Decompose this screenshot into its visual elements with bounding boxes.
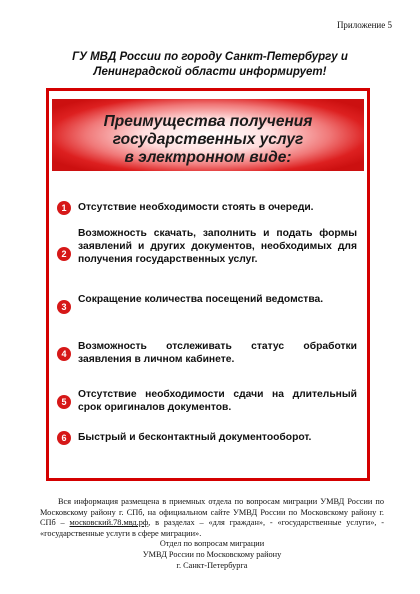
- item-number-badge: 6: [57, 431, 71, 445]
- appendix-label: Приложение 5: [336, 20, 392, 30]
- item-text: Отсутствие необходимости сдачи на длительный срок оригиналов документов.: [78, 389, 357, 413]
- item-text: Отсутствие необходимости стоять в очереди.: [78, 202, 314, 213]
- title-banner: [52, 99, 364, 171]
- footer-text: Вся информация размещена в приемных отдела по вопросам миграции УМВД России по Московскому району г. СПб, на официальном сайте УМВД России по Московскому району г. СПб –: [40, 497, 384, 528]
- item-number-badge: 3: [57, 300, 71, 314]
- item-number-badge: 4: [57, 347, 71, 361]
- footer-info: [40, 497, 384, 571]
- item-number-badge: 1: [57, 201, 71, 215]
- signature-line: Отдел по вопросам миграции: [159, 539, 265, 549]
- org-heading-line: ГУ МВД России по городу Санкт-Петербургу и: [72, 51, 348, 63]
- item-text: Быстрый и бесконтактный документооборот.: [78, 432, 312, 443]
- banner-title-line: государственных услуг: [112, 131, 304, 148]
- info-frame: [46, 88, 370, 481]
- signature-line: г. Санкт-Петербурга: [176, 560, 248, 570]
- footer-paragraph: [40, 497, 384, 539]
- item-number-badge: 5: [57, 395, 71, 409]
- banner-title: [52, 113, 364, 167]
- item-text: Возможность скачать, заполнить и подать формы заявлений и других документов, необходимых для получения государственных услуг.: [78, 228, 357, 265]
- website-link[interactable]: московский.78.мвд.рф: [69, 518, 149, 528]
- org-heading-line: Ленинградской области информирует!: [93, 66, 327, 78]
- signature-line: УМВД России по Московскому району: [142, 549, 282, 559]
- item-number-badge: 2: [57, 247, 71, 261]
- banner-title-line: Преимущества получения: [103, 113, 313, 130]
- footer-text: , в разделах – «для граждан», - «государственные услуги», - «государственные услуги в сфере миграции».: [40, 518, 384, 538]
- item-text: Возможность отслеживать статус обработки заявления в личном кабинете.: [78, 341, 357, 365]
- item-text: Сокращение количества посещений ведомства.: [78, 294, 324, 305]
- organization-heading: [40, 50, 380, 80]
- banner-title-line: в электронном виде:: [124, 149, 292, 166]
